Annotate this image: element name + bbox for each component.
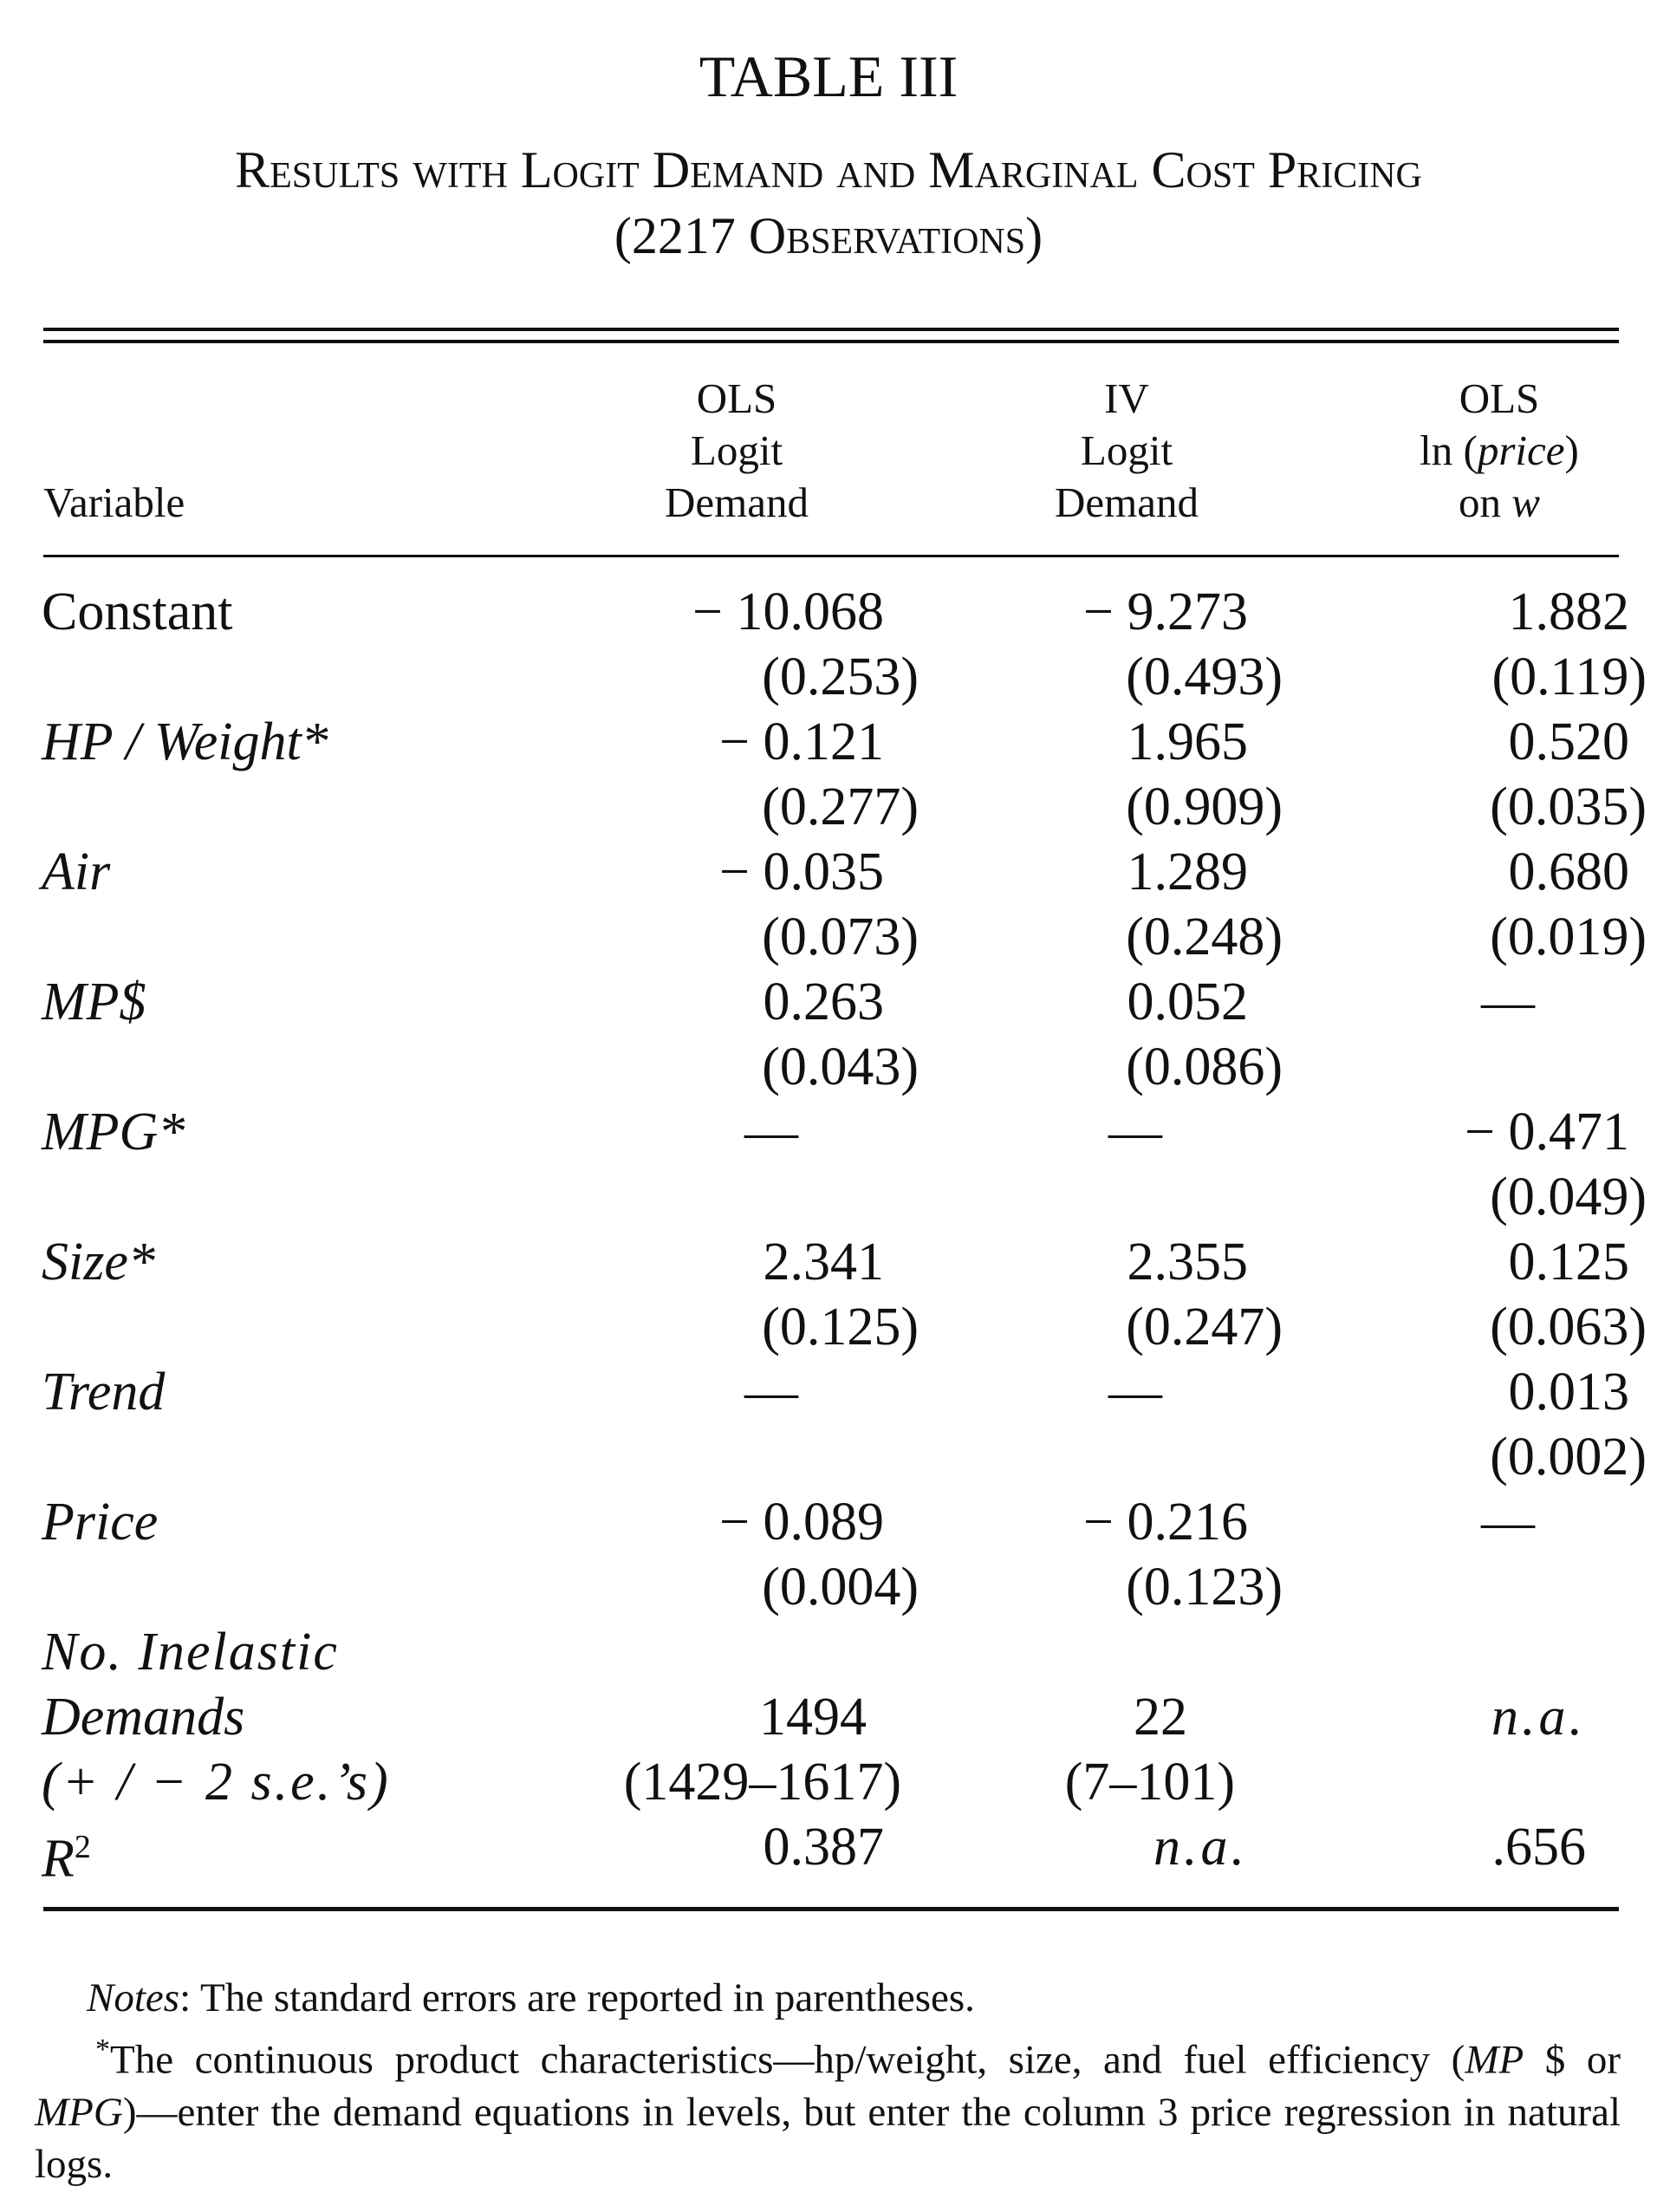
size-col2: 2.355 xyxy=(1127,1233,1248,1291)
hp-weight-col2: 1.965 xyxy=(1127,712,1248,771)
row-label-price: Price xyxy=(42,1493,159,1552)
header-variable: Variable xyxy=(43,478,185,526)
r-squared-col2: n.a. xyxy=(1153,1818,1248,1877)
air-col2: 1.289 xyxy=(1127,843,1248,901)
air-col2-se: (0.248) xyxy=(1126,908,1283,966)
hp-weight-col1-se: (0.277) xyxy=(762,777,919,836)
notes-line: Notes: The standard errors are reported in parentheses. xyxy=(87,1975,975,2020)
price-col1: − 0.089 xyxy=(719,1493,884,1552)
hp-weight-col2-se: (0.909) xyxy=(1126,777,1283,836)
mpg-col2: — xyxy=(1108,1103,1162,1161)
inelastic-col1-range: (1429–1617) xyxy=(623,1753,901,1812)
header-col2: IV Logit Demand xyxy=(1055,374,1199,526)
mpg-col3: − 0.471 xyxy=(1465,1103,1629,1161)
air-col3-se: (0.019) xyxy=(1490,908,1647,966)
mp-dollar-col2-se: (0.086) xyxy=(1126,1038,1283,1096)
row-label-hp-weight: HP / Weight* xyxy=(42,712,328,771)
r-squared-col1: 0.387 xyxy=(763,1818,884,1877)
price-col1-se: (0.004) xyxy=(762,1558,919,1617)
constant-col2: − 9.273 xyxy=(1083,582,1248,641)
mpg-col1: — xyxy=(744,1103,798,1161)
size-col3-se: (0.063) xyxy=(1490,1298,1647,1356)
inelastic-col3: n.a. xyxy=(1491,1688,1586,1747)
constant-col1: − 10.068 xyxy=(692,582,884,641)
size-col2-se: (0.247) xyxy=(1126,1298,1283,1356)
hp-weight-col3-se: (0.035) xyxy=(1490,777,1647,836)
table-label: TABLE III xyxy=(699,43,958,109)
row-label-inelastic-1: No. Inelastic xyxy=(42,1623,339,1682)
row-label-inelastic-2: Demands xyxy=(42,1688,245,1747)
row-label-mp-dollar: MP$ xyxy=(42,973,146,1031)
row-label-constant: Constant xyxy=(42,582,233,641)
inelastic-col1: 1494 xyxy=(759,1688,867,1747)
bottom-rule xyxy=(43,1907,1619,1911)
row-label-mpg: MPG* xyxy=(42,1103,185,1161)
row-label-inelastic-3: (+ / − 2 s.e.’s) xyxy=(42,1753,391,1812)
row-label-r-squared: $R^2$ xyxy=(42,1829,91,1889)
hp-weight-col1: − 0.121 xyxy=(719,712,884,771)
size-col1-se: (0.125) xyxy=(762,1298,919,1356)
constant-col2-se: (0.493) xyxy=(1126,647,1283,706)
inelastic-col2: 22 xyxy=(1134,1688,1187,1747)
trend-col1: — xyxy=(744,1363,798,1422)
size-col3: 0.125 xyxy=(1508,1233,1629,1291)
trend-col3-se: (0.002) xyxy=(1490,1428,1647,1487)
constant-col1-se: (0.253) xyxy=(762,647,919,706)
mp-dollar-col1-se: (0.043) xyxy=(762,1038,919,1096)
header-col1: OLS Logit Demand xyxy=(665,374,809,526)
row-label-air: Air xyxy=(42,843,111,901)
mpg-col3-se: (0.049) xyxy=(1490,1168,1647,1226)
air-col3: 0.680 xyxy=(1508,843,1629,901)
inelastic-col2-range: (7–101) xyxy=(1064,1753,1235,1812)
constant-col3: 1.882 xyxy=(1508,582,1629,641)
price-col2-se: (0.123) xyxy=(1126,1558,1283,1617)
table-title: Results with Logit Demand and Marginal Cost Pricing xyxy=(235,141,1422,198)
top-double-rule-2 xyxy=(43,340,1619,343)
hp-weight-col3: 0.520 xyxy=(1508,712,1629,771)
table-observations: (2217 Observations) xyxy=(614,207,1043,264)
r-squared-col3: .656 xyxy=(1491,1818,1586,1877)
header-col3: OLS ln (price) on w xyxy=(1420,374,1579,526)
price-col2: − 0.216 xyxy=(1083,1493,1248,1552)
table-notes xyxy=(35,1972,1621,2190)
mp-dollar-col1: 0.263 xyxy=(763,973,884,1031)
air-col1-se: (0.073) xyxy=(762,908,919,966)
mp-dollar-col3: — xyxy=(1481,973,1535,1031)
footnote-star: *The continuous product characteristics—hp/weight, size, and fuel efficiency (MP $ or MPG)—enter the demand equations in levels, but enter the column 3 price regression in natural logs. xyxy=(35,2033,1621,2187)
air-col1: − 0.035 xyxy=(719,843,884,901)
size-col1: 2.341 xyxy=(763,1233,884,1291)
row-label-size: Size* xyxy=(42,1233,155,1291)
mp-dollar-col2: 0.052 xyxy=(1127,973,1248,1031)
top-double-rule-1 xyxy=(43,328,1619,331)
header-rule xyxy=(43,555,1619,557)
trend-col2: — xyxy=(1108,1363,1162,1422)
constant-col3-se: (0.119) xyxy=(1491,647,1647,706)
row-label-trend: Trend xyxy=(42,1363,166,1422)
trend-col3: 0.013 xyxy=(1508,1363,1629,1422)
price-col3: — xyxy=(1481,1493,1535,1552)
